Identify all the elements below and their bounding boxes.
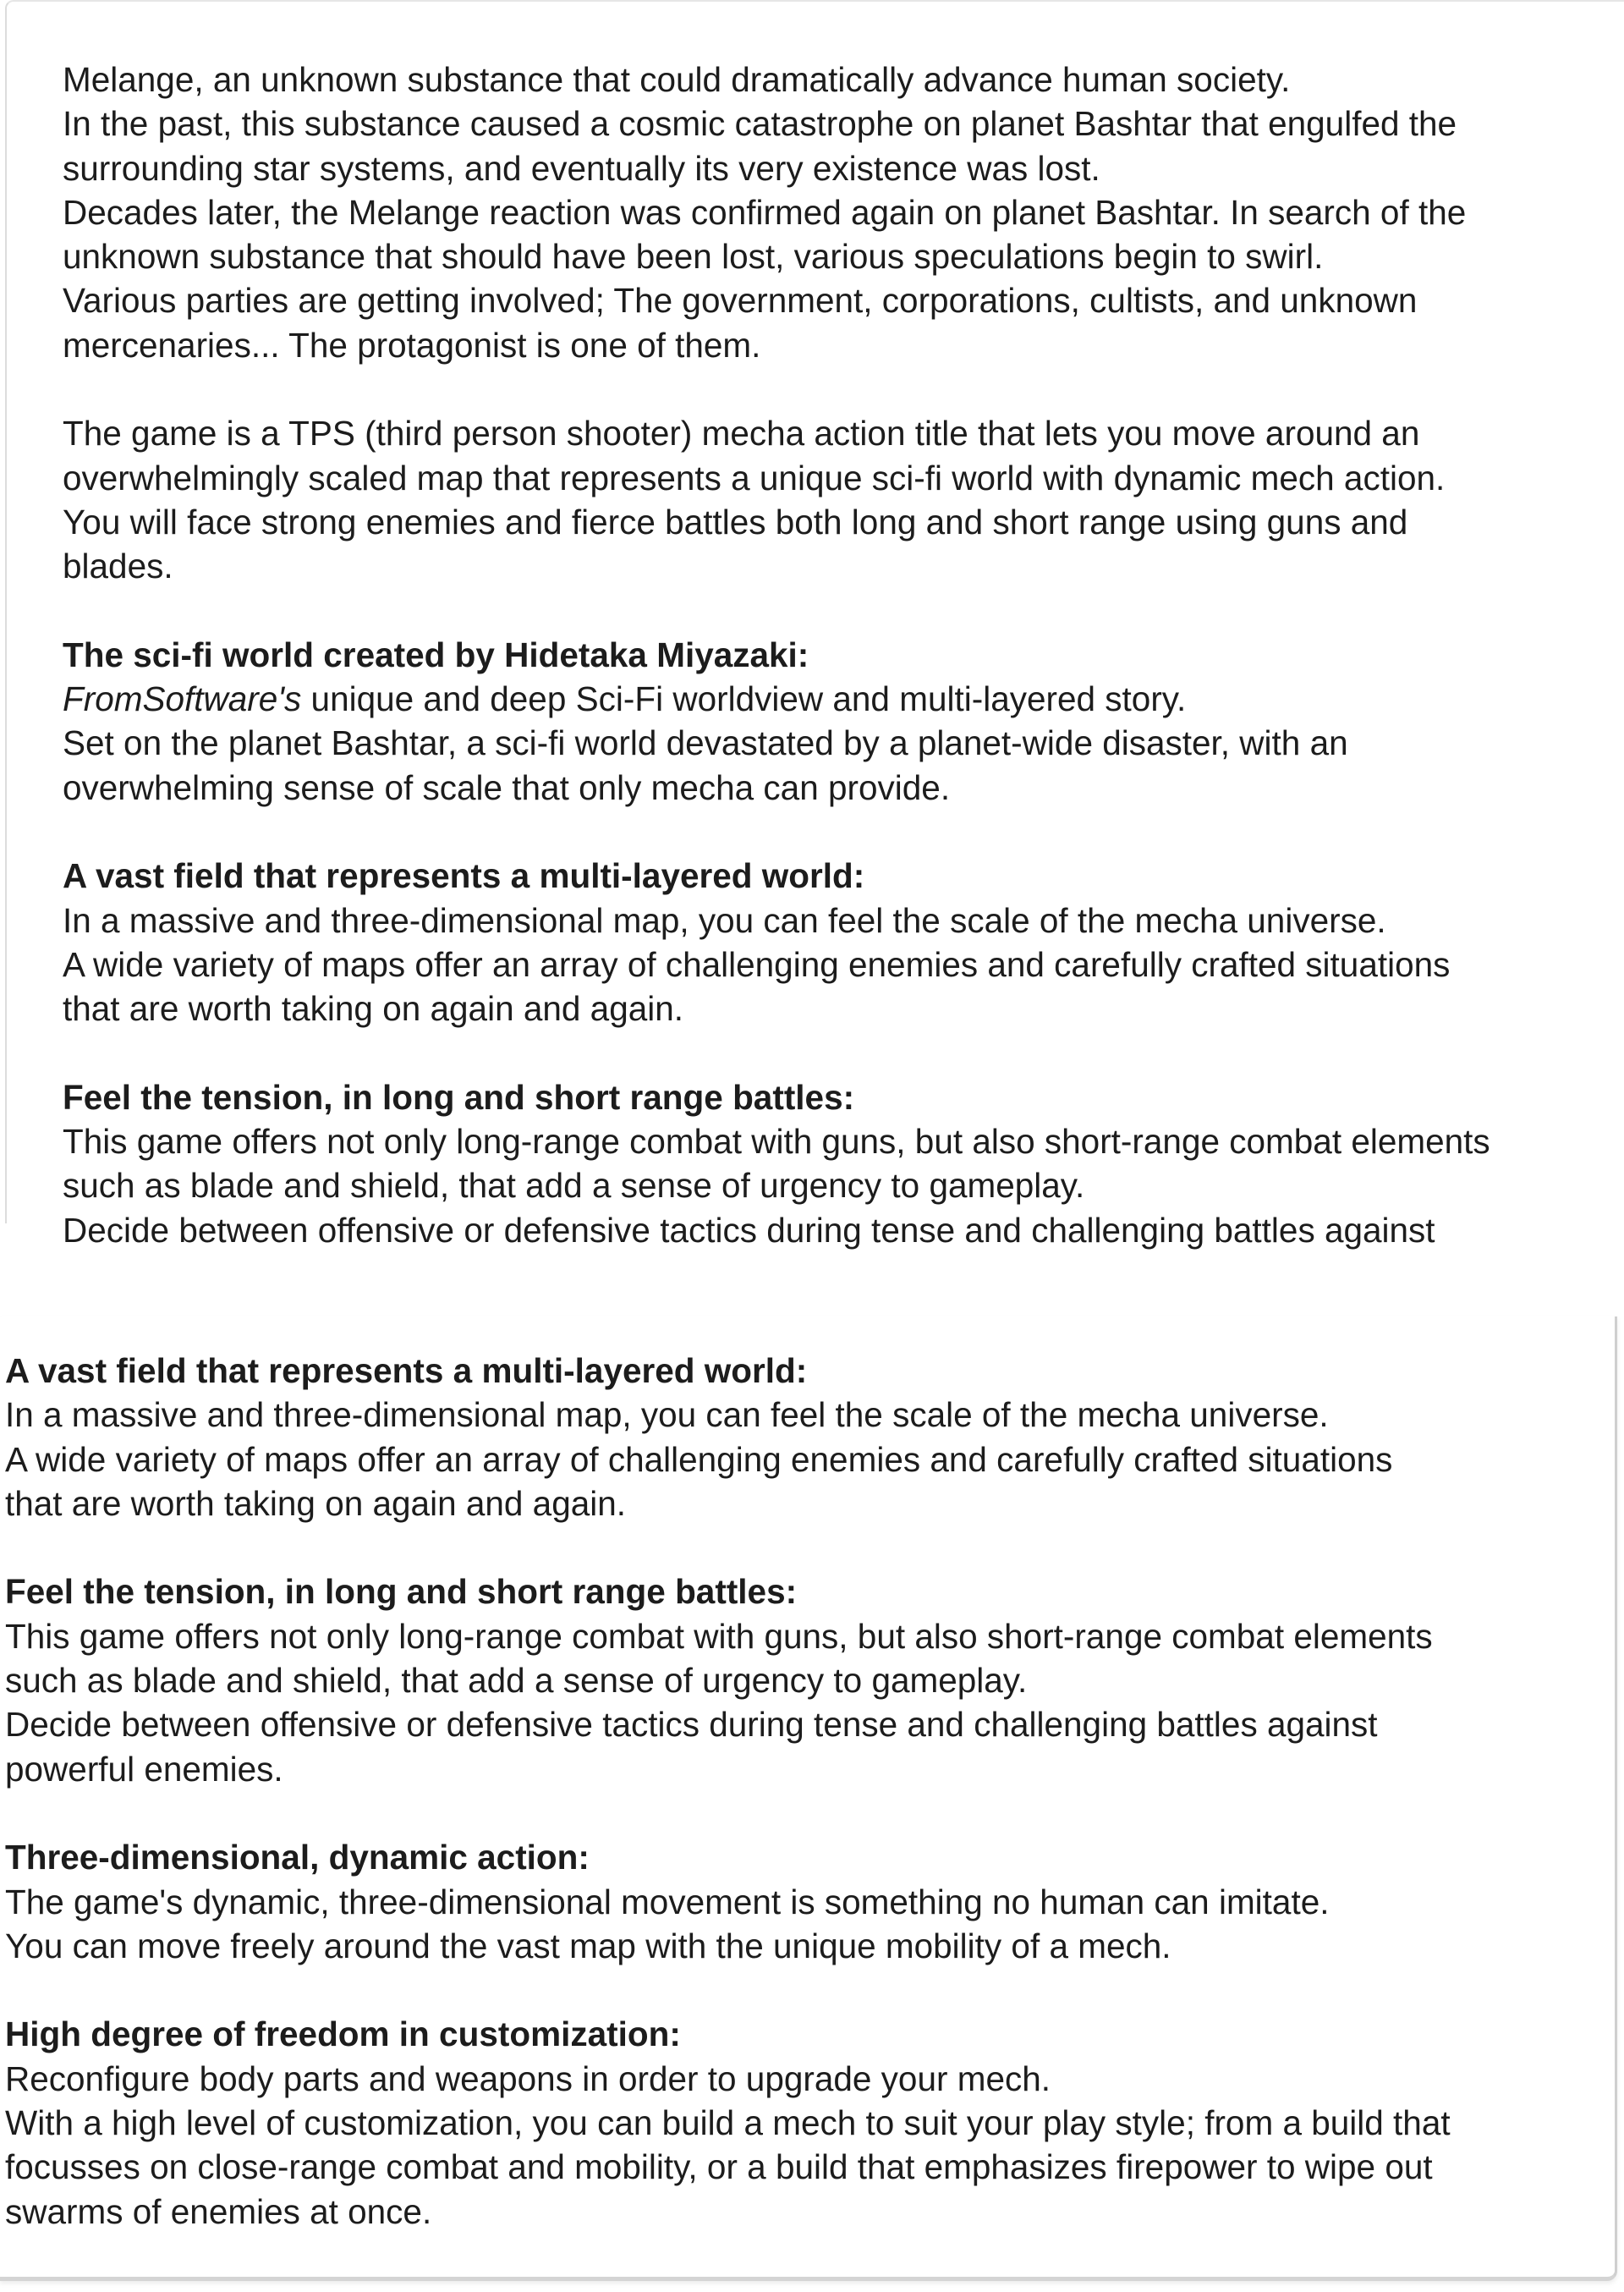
paragraph-gap bbox=[5, 1968, 1615, 2012]
intro-paragraph bbox=[63, 58, 1624, 367]
text-line: overwhelming sense of scale that only mecha can provide. bbox=[63, 767, 951, 807]
section-heading: A vast field that represents a multi-layered world: bbox=[63, 856, 865, 896]
text-line: This game offers not only long-range combat with guns, but also short-range combat elements bbox=[63, 1122, 1490, 1162]
top-screenshot-panel bbox=[5, 0, 1624, 1250]
text-line: This game offers not only long-range combat with guns, but also short-range combat elements bbox=[5, 1616, 1433, 1656]
section-tension bbox=[5, 1569, 1615, 1790]
text-line bbox=[63, 677, 1624, 721]
text-line: unknown substance that should have been lost, various speculations begin to swirl. bbox=[63, 237, 1324, 277]
text-line: The game's dynamic, three-dimensional movement is something no human can imitate. bbox=[5, 1882, 1330, 1921]
text-line-rest: unique and deep Sci-Fi worldview and multi-layered story. bbox=[301, 679, 1187, 719]
text-line: that are worth taking on again and again. bbox=[63, 989, 684, 1029]
text-line: Set on the planet Bashtar, a sci-fi world devastated by a planet-wide disaster, with an bbox=[63, 723, 1348, 763]
studio-name: FromSoftware's bbox=[63, 679, 302, 719]
text-line: A wide variety of maps offer an array of challenging enemies and carefully crafted situations bbox=[63, 944, 1451, 984]
section-heading: Feel the tension, in long and short range battles: bbox=[5, 1572, 798, 1612]
section-heading: The sci-fi world created by Hidetaka Miyazaki: bbox=[63, 635, 809, 674]
text-line: Melange, an unknown substance that could dramatically advance human society. bbox=[63, 60, 1291, 99]
section-scifi-world bbox=[63, 633, 1624, 810]
paragraph-gap bbox=[63, 810, 1624, 854]
section-heading: High degree of freedom in customization: bbox=[5, 2014, 681, 2054]
section-vast-field bbox=[5, 1349, 1615, 1525]
text-line: focusses on close-range combat and mobility, or a build that emphasizes firepower to wipe out bbox=[5, 2147, 1433, 2187]
section-heading: Feel the tension, in long and short range battles: bbox=[63, 1077, 855, 1117]
text-line: You can move freely around the vast map with the unique mobility of a mech. bbox=[5, 1926, 1171, 1965]
text-line: such as blade and shield, that add a sense of urgency to gameplay. bbox=[5, 1661, 1028, 1701]
section-heading: Three-dimensional, dynamic action: bbox=[5, 1838, 590, 1877]
section-customization bbox=[5, 2012, 1615, 2233]
game-description-paragraph bbox=[63, 411, 1624, 588]
text-line: swarms of enemies at once. bbox=[5, 2191, 432, 2231]
text-line: such as blade and shield, that add a sense of urgency to gameplay. bbox=[63, 1166, 1085, 1206]
text-line: Various parties are getting involved; The government, corporations, cultists, and unknown bbox=[63, 281, 1418, 321]
text-line: Decades later, the Melange reaction was confirmed again on planet Bashtar. In search of the bbox=[63, 192, 1467, 232]
text-line: In a massive and three-dimensional map, you can feel the scale of the mecha universe. bbox=[63, 900, 1386, 940]
text-line: In a massive and three-dimensional map, you can feel the scale of the mecha universe. bbox=[5, 1395, 1329, 1435]
text-line: You will face strong enemies and fierce battles both long and short range using guns and bbox=[63, 502, 1408, 541]
bottom-screenshot-panel bbox=[0, 1316, 1617, 2281]
section-dynamic-action bbox=[5, 1835, 1615, 1968]
paragraph-gap bbox=[63, 589, 1624, 633]
text-line: Decide between offensive or defensive tactics during tense and challenging battles against bbox=[5, 1705, 1378, 1745]
section-heading: A vast field that represents a multi-layered world: bbox=[5, 1351, 808, 1390]
paragraph-gap bbox=[5, 1791, 1615, 1835]
text-line: Reconfigure body parts and weapons in order to upgrade your mech. bbox=[5, 2058, 1051, 2098]
section-vast-field bbox=[63, 854, 1624, 1031]
text-line: The game is a TPS (third person shooter) mecha action title that lets you move around an bbox=[63, 414, 1420, 453]
paragraph-gap bbox=[63, 367, 1624, 411]
clipped-text-line: Decide between offensive or defensive tactics during tense and challenging battles against bbox=[63, 1210, 1435, 1250]
text-line: overwhelmingly scaled map that represents a unique sci-fi world with dynamic mech action. bbox=[63, 458, 1446, 497]
text-line: mercenaries... The protagonist is one of them. bbox=[63, 325, 761, 365]
text-line: A wide variety of maps offer an array of challenging enemies and carefully crafted situations bbox=[5, 1439, 1393, 1479]
paragraph-gap bbox=[5, 1525, 1615, 1569]
text-line: blades. bbox=[63, 547, 173, 586]
text-line: In the past, this substance caused a cosmic catastrophe on planet Bashtar that engulfed the bbox=[63, 104, 1457, 144]
paragraph-gap bbox=[63, 1031, 1624, 1075]
text-line: With a high level of customization, you can build a mech to suit your play style; from a build that bbox=[5, 2103, 1451, 2143]
text-line: powerful enemies. bbox=[5, 1749, 283, 1789]
text-line: that are worth taking on again and again. bbox=[5, 1483, 627, 1523]
section-tension bbox=[63, 1075, 1624, 1250]
text-line: surrounding star systems, and eventually its very existence was lost. bbox=[63, 148, 1100, 188]
